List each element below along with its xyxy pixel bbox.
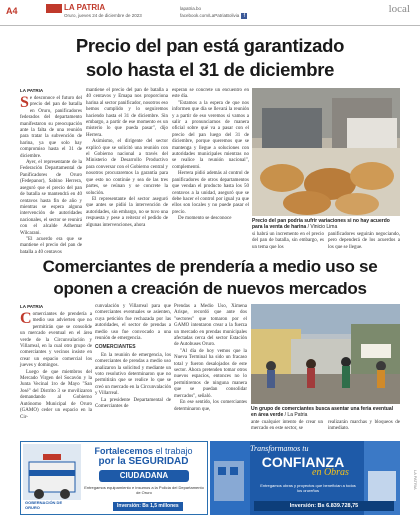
paragraph: realizarán marchas y bloqueos de inmediato. [328,420,400,432]
article1-col5 [328,232,400,250]
paragraph: Herrera pidió además al control de panificadores de otros departamentos que vendan el producto hasta los 50 centavos a la unidad, aseguró que se debe hacer el control por igual ya que ellos son locales y no puede pasar el precio. [172,171,249,215]
facebook-icon: f [241,13,247,19]
side-tag: LA PATRIA [413,470,418,490]
dropcap: S [20,94,29,111]
article1-col1 [20,94,82,255]
advertisement [20,441,400,515]
bread-photo [252,88,400,216]
web-info [180,5,247,19]
ad-trust-small: Entregamos obras y proyectos que benefician a todos los orureños [260,483,356,493]
article1-col3 [172,88,249,248]
paragraph: omerciantes de prendería a medio uso advierten que no permitirán que se consolide un mercado eventual en el área verde de la Circunvalación y Villarreal, en la cual otro grupo de comerciantes y vecinos insiste en crear un espacio comercial los jueves y domingos. [20,312,92,369]
dropcap: C [20,310,32,327]
paragraph: "Estamos a la espera de que nos informen que día se llevará la reunión y a partir de eso veremos si vamos a salir a pronunciarnos de manera oficial sobre qué va a pasar con el precio del pan luego del 31 de diciembre, porque queremos que se mantenga y llegue a soluciones con autoridades municipales mientras no se realice la reunión nacional", complementó. [172,100,249,170]
paragraph: Prendas a Medio Uso, Ximena Arispe, recordó que ante dos "sectores" que tomaron por el GAMO intentaron crear a la fuerza un mercado en prendas municipales afectadas cerca del sector Estación de Autobuses Oruro. [174,304,247,348]
caption-source: / La Patria [284,412,308,418]
paragraph: "El acuerdo era que se mantiene el precio del pan de batalla a 40 centavos [20,236,82,255]
paragraph: En ese sentido, los comerciantes determinaron que, [174,400,247,412]
paragraph: ante cualquier intento de crear un mercado en este sector, se [251,420,323,432]
ad-word: Fortalecemos [94,446,153,456]
article2-col4 [251,420,323,438]
ad-security-investment: Inversión: Bs 1,5 millones [113,502,183,511]
caption-text: Un grupo de comerciantes busca asentar una feria eventual en área verde [251,406,393,418]
ad-security-badge: CIUDADANA [99,470,189,482]
ad-security-line2: por la SEGURIDAD [98,456,189,467]
paragraph: Luego de que miembros del Mercado Virgen del Socavón y la Junta Vecinal 1ro de Mayo "San José" del Distrito 3 se movilizaron demandando al Gobierno Autónomo Municipal de Oruro (GAMO) ceder un espacio en la Cir- [20,369,92,420]
ad-trust-line1: Transformamos tu [250,444,309,453]
paragraph: La presidente Departamental de Comerciantes de [95,397,171,410]
facebook-link: facebook.com/LaPatriaBolivia [180,13,240,18]
headline-line-2: solo hasta el 31 de diciembre [85,59,335,80]
article1-col4 [252,232,324,250]
paragraph: En la reunión de emergencia, los comerciantes de prendas a medio uso analizaron la solicitud y mediante un voto resolutivo determinaron que no permitirán que se realice lo que se creó un mercado en la Circunvalación y Villarreal. [95,352,171,397]
page-number: A4 [6,6,18,16]
article2-col3 [174,304,247,436]
paragraph: panificadores seguirán negociando, pero dependerá de los acuerdos a los que se llegue. [328,232,400,250]
ad-security-line1 [81,446,206,456]
website: lapatria.bo [180,6,202,11]
article2-byline: LA PATRIA [20,304,44,309]
newspaper-logo: LA PATRIA [64,3,106,12]
ad-trust[interactable] [210,441,400,515]
ad-security-small: Entregamos equipamiento e insumos a la Policía del Departamento de Oruro [84,485,204,495]
ad-word: el trabajo [153,446,193,456]
paragraph: cunvalación y Villarreal para que comerciantes eventuales se asienten, cuya petición fue rechazada por las autoridades, el sector de prendas a medio uso fue convocado a una reunión de emergencia. [95,304,171,342]
paragraph: mantiene el precio del pan de batalla a 40 centavos y Emapa nos proporciona harina al sector panificador, nosotros eso hemos cumplido y lo seguiremos haciendo hasta el 31 de diciembre. Sin embargo, a partir de ese momento es un misterio lo que pueda pasar", dijo Herrera. [86,88,168,138]
market-photo [251,304,400,404]
subheading: COMERCIANTES [95,344,136,351]
paragraph: El representante del sector aseguró que antes se pidió la intervención de autoridades, sin embargo, no se tuvo una respuesta y pese a reiterar el pedido de algunas intervenciones, ahora [86,196,168,228]
article1-headline [20,34,400,82]
headline-line-1: Precio del pan está garantizado [75,35,345,56]
ad-trust-investment: Inversión: Bs 6.839.728,75 [254,501,394,511]
headline-line-2: oponen a creación de nuevos mercados [53,279,367,298]
paragraph: Ayer, el representante de la Federación Departamental de Panificadores de Oruro (Fedepanor), Sabino Herrera, aseguró que el precio del pan de batalla se mantendrá en 40 centavos hasta fin de año y mientras se espera alguna intervención de autoridades nacionales, el sector se reunirá con el alcalde Adhemar Wilcarani. [20,160,82,236]
article2-headline [20,256,400,300]
article2-col1 [20,312,92,436]
paragraph: "Al día de hoy vemos que la Nueva Terminal ha sido un fracaso total y fueron desalojados de este sector. Ahora pretenden tomar otros nuevos espacios, entonces no lo permitiremos de ninguna manera que se puedan consolidar mercados", señaló. [174,348,247,399]
article1-col2 [86,88,168,248]
newspaper-logo-icon [46,4,62,13]
paragraph: De momento se desconoce [178,216,232,222]
caption-source: / Vinicio Lima [307,224,338,230]
caption-text: Precio del pan podría sufrir variaciones si no hay acuerdo para la venta de harina [252,218,390,230]
paragraph: esperan se concrete un encuentro en este día. [172,88,249,100]
ad-trust-line2: CONFIANZA [261,454,345,470]
article2-col2 [95,304,171,436]
ad-gobernacion: GOBERNACIÓN DE ORURO [25,500,63,510]
issue-date: Oruro, jueves 24 de diciembre de 2023 [64,13,142,18]
article1-byline: LA PATRIA [20,88,44,93]
ad-trust-line3: en Obras [312,467,349,478]
ad-security[interactable] [20,441,208,515]
paragraph: Asimismo, el dirigente del sector explicó que se solicitó una reunión con el Gobierno nacional a través del Ministerio de Desarrollo Productivo para conversar con el Gobierno central y nosotros procuraremos la garantía para que esto no continúe y sea de las tres partes, se reúnan y se concrete la solución. [86,139,168,196]
paragraph: e desconoce el futuro del precio del pan de batalla en Oruro, panificadores federados del departamento manifestaron su preocupación ante la falta de una reunión para tratar la subvención de harina, ya que solo hay compromiso hasta el 31 de diciembre. [20,96,82,159]
masthead [0,0,420,26]
bread-photo-caption [252,218,400,230]
section-label: local [388,3,410,15]
headline-line-1: Comerciantes de prendería a medio uso se [42,257,378,276]
market-photo-caption [251,406,400,418]
paragraph: si habrá un incremento en el precio del pan de batalla, sin embargo, es un tema que los [252,232,324,250]
article2-col5 [328,420,400,438]
